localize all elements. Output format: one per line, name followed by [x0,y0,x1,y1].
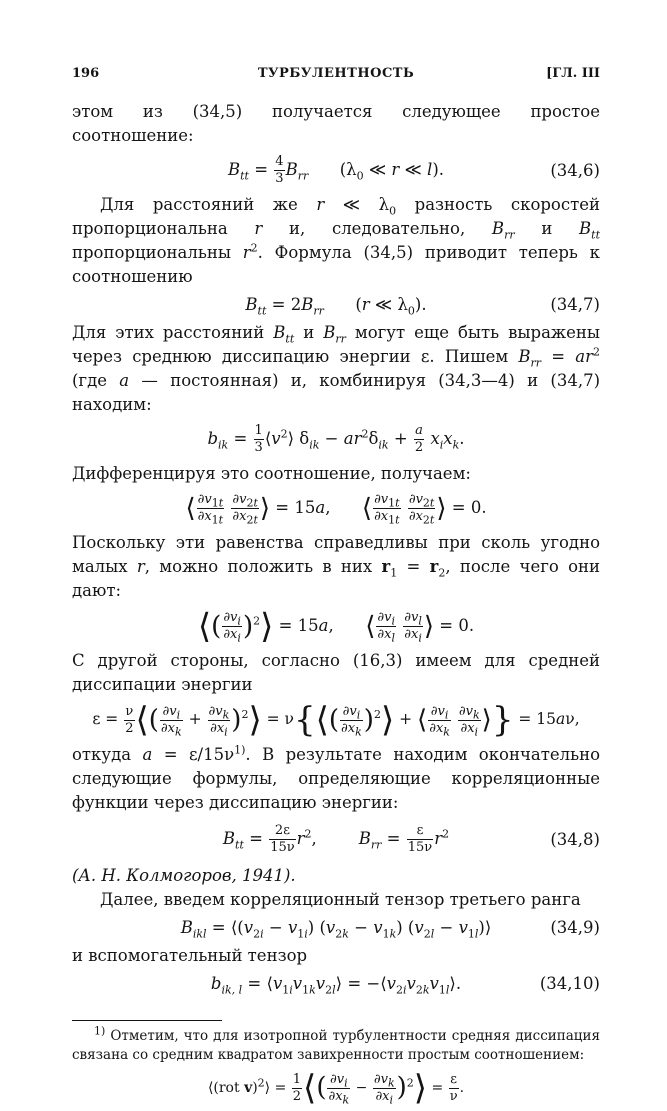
equation-34-6: $B_{tt}$ = $\frac{4}{3}$ $B_{rr}$ ($\lambda_0$ ≪ r ≪ l). (34,6) [227,154,600,186]
footnote-text: $^{1)}$ Отметим, что для изотропной турбулентности средняя диссипация связана со средним квадратом завихренности простым соотношением: [72,1024,601,1063]
equation-34-10: $b_{ik, l}$ = $⟨v_{1i}v_{1k}v_{2l}⟩$ = $-⟨v_{2i}v_{2k}v_{1l}⟩$. (34,10) [210,974,600,997]
paragraph-8: Далее, введем корреляционный тензор третьего ранга [100,890,581,909]
chapter-label: [ГЛ. III [546,66,600,81]
equation-number: (34,10) [539,974,600,993]
equation-number: (34,6) [550,160,600,180]
paragraph-6: С другой стороны, согласно (16,3) имеем для средней диссипации энергии [72,651,600,694]
paragraph-2: Для расстояний же r ≪ $\lambda_0$ разность скоростей пропорциональна r и, следовательно, $B_{rr}$ и $B_{tt}$ пропорциональны $r^2$. Формула (34,5) приводит теперь к соотношению [72,195,601,286]
footnote-rule [72,1020,222,1021]
equation-34-9: $B_{ikl}$ = $⟨(v_{2i} - v_{1i}) (v_{2k} - v_{1k}) (v_{2l}$ − $v_{1l})⟩$ (34,9) [180,918,600,941]
footnote-equation: ⟨(rot v)$^2$⟩ = $\frac{1}{2}$ ⟨( $\frac{\partial v_i}{\partial x_k}$ − $\frac{\partial v_k}{\partial x_i}$ )$^2$⟩ = $\frac{\varepsilon}{\nu}$ . [207,1068,465,1108]
equation-bik: $b_{ik}$ = $\frac{1}{3}$ $⟨v^2⟩$ $\delta_{ik} - ar^2\delta_{ik}$ + $\frac{a}{2}$ $x_ix_k$. [207,423,465,455]
equation-dissipation: ε = $\frac{\nu}{2}$ ⟨( $\frac{\partial v_i}{\partial x_k}$ + $\frac{\partial v_k}{\partial x_i}$ )$^2$⟩ = ν{⟨( $\frac{\partial v_i}{\partial x_k}$ )$^2$⟩ + ⟨ $\frac{\partial v_i}{\partial x_k}$ $\frac{\partial v_k}{\partial x_i}$ ⟩} = 15aν, [92,700,580,740]
paragraph-5: Поскольку эти равенства справедливы при сколь угодно малых r, можно положить в них $r_1 = r_2$, после чего они дают: [72,533,600,600]
paragraph-3: Для этих расстояний $B_{tt}$ и $B_{rr}$ могут еще быть выражены через среднюю диссипацию энергии ε. Пишем $B_{rr} = ar^2$ (где a — постоянная) и, комбинируя (34,3—4) и (34,7) находим: [72,323,601,414]
equation-number: (34,9) [550,918,600,937]
equation-34-7: $B_{tt} = 2B_{rr}$ (r ≪ $\lambda_0$). (34,7) [245,295,600,318]
equation-34-8: $B_{tt}$ = $\frac{2\varepsilon}{15\nu}$ $r^2$, $B_{rr}$ = $\frac{\varepsilon}{15\nu}$ $r^2$ (34,8) [222,823,600,855]
citation: (А. Н. Колмогоров, 1941). [72,866,296,885]
paragraph-1: этом из (34,5) получается следующее простое соотношение: [72,102,600,145]
paragraph-4: Дифференцируя это соотношение, получаем: [72,464,471,483]
equation-derivatives-2: ⟨( $\frac{\partial v_i}{\partial x_i}$ )$^2$⟩ = 15a, ⟨ $\frac{\partial v_i}{\partial x_l}$ $\frac{\partial v_l}{\partial x_i}$ ⟩ = 0. [197,606,475,646]
equation-number: (34,8) [550,829,600,849]
paragraph-9: и вспомогательный тензор [72,946,308,965]
running-title: ТУРБУЛЕНТНОСТЬ [257,66,415,81]
equation-derivatives-1: ⟨ $\frac{\partial v_{1t}}{\partial x_{1t}}$ $\frac{\partial v_{2t}}{\partial x_{2t}}$ ⟩ = 15a, ⟨ $\frac{\partial v_{1t}}{\partial x_{1t}}$ $\frac{\partial v_{2t}}{\partial x_{2t}}$ ⟩ = 0. [185,492,487,527]
page-number: 196 [72,66,100,81]
running-header [72,62,600,86]
paragraph-7: откуда $a = \varepsilon/15\nu^{1)}$. В результате находим окончательно следующие формулы, определяющие корреляционные функции через диссипацию энергии: [72,743,601,812]
footnote [72,1024,601,1108]
equation-number: (34,7) [550,295,600,314]
page [72,62,600,1111]
